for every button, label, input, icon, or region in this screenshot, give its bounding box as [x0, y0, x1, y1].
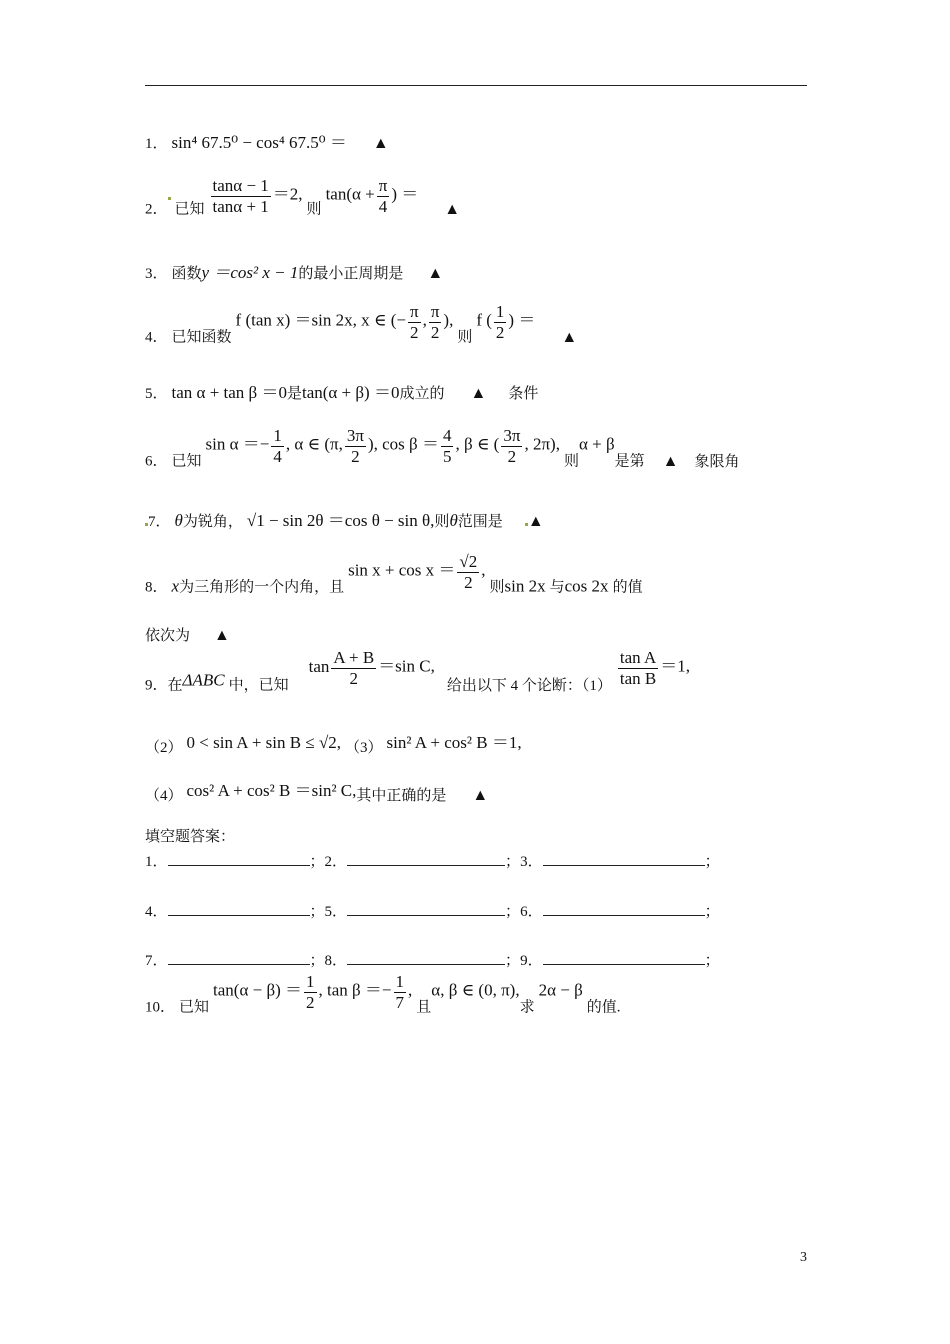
q4-half-den: 2 — [495, 322, 505, 342]
q8-text-4: 的值 — [612, 579, 643, 596]
answer-triangle: ▲ — [427, 265, 444, 282]
answer-row — [145, 900, 720, 921]
separator: ； — [505, 854, 521, 870]
q8-expr-5: cos 2x — [564, 576, 609, 596]
q9-expr-4: ＝1, — [660, 656, 690, 676]
question-2 — [145, 176, 460, 219]
q9-claim-4-label: （4） — [145, 788, 183, 804]
q7-text-2: 则 — [434, 514, 450, 530]
q8-expr-2: sin x + cos x ＝ — [348, 560, 456, 580]
q9-half-den: 2 — [349, 668, 359, 688]
question-4 — [145, 302, 577, 347]
q2-fraction — [211, 176, 271, 216]
q5-expr-2: tan(α + β) ＝0 — [301, 383, 400, 402]
q7-expr-3: θ — [449, 511, 458, 530]
q10-frac-2-den: 7 — [395, 992, 405, 1012]
answer-triangle: ▲ — [372, 135, 389, 152]
answer-label: 1． — [145, 854, 168, 870]
q2-frac-denominator: tanα + 1 — [212, 196, 269, 216]
q9-claim-2-label: （2） — [145, 740, 183, 756]
q6-text-4: 象限角 — [694, 453, 740, 470]
question-3 — [145, 258, 443, 283]
q10-frac-2 — [394, 972, 407, 1012]
separator: ； — [505, 953, 521, 969]
q6-expr-1: sin α ＝− — [205, 434, 270, 454]
q4-frac-b-num: π — [430, 302, 440, 321]
q6-frac-1-den: 4 — [273, 446, 282, 466]
answer-blank-6[interactable] — [543, 903, 705, 916]
answer-triangle: ▲ — [561, 328, 578, 346]
answer-label: 9． — [520, 953, 543, 969]
q2-text-1: 已知 — [174, 201, 205, 218]
q4-text-2: 则 — [457, 329, 473, 346]
q9-text-4: 其中正确的是 — [356, 788, 447, 804]
q8-expr-3: , — [481, 560, 486, 580]
separator: ； — [704, 904, 720, 920]
q4-comma: , — [422, 310, 427, 330]
q7-number: 7． — [148, 514, 171, 530]
q4-expr-b: ), — [443, 310, 454, 330]
q9-half-angle — [331, 648, 376, 688]
answer-row — [145, 949, 720, 970]
q4-frac-b — [429, 302, 442, 342]
q3-expression: y ＝cos² x − 1 — [201, 263, 299, 282]
separator: ； — [505, 904, 521, 920]
q5-text-2: 成立的 — [399, 386, 445, 402]
q6-frac-1-num: 1 — [273, 426, 282, 445]
q4-number: 4． — [145, 329, 168, 346]
q2-number: 2． — [145, 201, 168, 218]
q2-frac-numerator: tanα − 1 — [212, 176, 269, 195]
q6-expr-6: α + β — [578, 434, 615, 454]
q6-frac-1 — [271, 426, 284, 466]
answer-row — [145, 850, 720, 871]
q6-expr-3: ), cos β ＝ — [367, 434, 439, 454]
q6-number: 6． — [145, 453, 168, 470]
q7-expr-1: θ — [174, 511, 183, 530]
answer-blank-9[interactable] — [543, 952, 705, 965]
q9-expr-3: ＝sin C, — [378, 656, 435, 676]
q10-expr-5: 2α − β — [538, 980, 583, 1000]
q8-frac-num: √2 — [459, 552, 478, 571]
page-number: 3 — [800, 1250, 807, 1265]
question-8 — [145, 552, 643, 597]
q3-number: 3． — [145, 266, 168, 282]
q10-number: 10． — [145, 999, 176, 1016]
q6-frac-3-num: 4 — [442, 426, 452, 445]
question-9-line-2 — [145, 728, 522, 757]
answer-triangle: ▲ — [527, 513, 544, 530]
q10-frac-1 — [304, 972, 317, 1012]
q1-expression: sin⁴ 67.5⁰ − cos⁴ 67.5⁰ ＝ — [171, 133, 347, 152]
q9-expr-2: tan — [308, 656, 330, 676]
q6-expr-5: , 2π), — [524, 434, 560, 454]
q8-text-2: 则 — [489, 579, 505, 596]
q9-text-3: 给出以下 4 个论断：（1） — [446, 677, 612, 694]
q6-frac-4 — [501, 426, 522, 466]
q9-number: 9． — [145, 677, 168, 694]
q10-frac-1-num: 1 — [306, 972, 315, 991]
q2-pi-fraction — [377, 176, 390, 216]
q4-text-1: 已知函数 — [171, 329, 232, 346]
separator: ； — [309, 904, 325, 920]
q6-frac-4-num: 3π — [503, 426, 521, 445]
q5-expr-1: tan α + tan β ＝0 — [171, 383, 287, 402]
q8-frac-den: 2 — [464, 572, 473, 592]
q6-expr-4: , β ∈ ( — [455, 434, 500, 454]
q6-frac-4-den: 2 — [507, 446, 517, 466]
q9-half-num: A + B — [333, 648, 375, 667]
separator: ； — [309, 854, 325, 870]
answer-label: 4． — [145, 904, 168, 920]
q7-text-3: 范围是 — [457, 514, 503, 530]
q2-pi-num: π — [378, 176, 388, 195]
q9-text-1: 在 — [167, 677, 183, 694]
answer-blank-7[interactable] — [168, 952, 310, 965]
q9-expr-1: ΔABC — [182, 670, 225, 690]
q6-text-2: 则 — [563, 453, 579, 470]
answer-label: 7． — [145, 953, 168, 969]
q4-f-b: ) ＝ — [508, 310, 536, 330]
q8-expr-4: sin 2x — [504, 576, 546, 596]
question-1 — [145, 128, 389, 153]
q6-expr-2: , α ∈ (π, — [285, 434, 343, 454]
q8-frac — [457, 552, 479, 592]
q6-frac-3-den: 5 — [442, 446, 452, 466]
q10-expr-1: tan(α − β) ＝ — [213, 980, 303, 1000]
q8-text-3: 与 — [549, 579, 565, 596]
question-6 — [145, 426, 740, 471]
q1-number: 1． — [145, 136, 168, 152]
answer-blank-4[interactable] — [168, 903, 310, 916]
separator: ； — [704, 953, 720, 969]
question-5 — [145, 378, 538, 403]
q6-frac-2-num: 3π — [346, 426, 364, 445]
answer-blank-3[interactable] — [543, 853, 705, 866]
q7-text-1: 为锐角， — [182, 514, 243, 530]
question-8-line-2 — [145, 624, 230, 645]
q4-frac-a — [408, 302, 421, 342]
separator: ； — [704, 854, 720, 870]
q6-text-1: 已知 — [171, 453, 202, 470]
q9-ratio — [618, 648, 658, 688]
q4-frac-b-den: 2 — [430, 322, 440, 342]
q5-text-3: 条件 — [508, 386, 539, 402]
answer-triangle: ▲ — [662, 452, 679, 470]
answer-triangle: ▲ — [444, 200, 461, 218]
q4-f-a: f ( — [476, 310, 492, 330]
q9-text-2: 中，已知 — [228, 677, 289, 694]
q10-text-3: 求 — [519, 999, 535, 1016]
answer-triangle: ▲ — [214, 627, 230, 644]
question-9 — [145, 648, 690, 695]
q2-frac-rest: ＝2, — [272, 184, 303, 204]
answer-label: 8． — [324, 953, 348, 969]
q4-frac-a-num: π — [409, 302, 419, 321]
q4-frac-a-den: 2 — [410, 322, 419, 342]
q8-number: 8． — [145, 579, 168, 596]
q3-text-2: 的最小正周期是 — [298, 266, 404, 282]
answer-blank-1[interactable] — [168, 853, 310, 866]
q10-expr-3: , — [408, 980, 413, 1000]
q4-expr-a: f (tan x) ＝sin 2x, x ∈ (− — [235, 310, 406, 330]
q5-number: 5． — [145, 386, 168, 402]
header-rule — [145, 85, 807, 86]
q6-frac-2-den: 2 — [351, 446, 360, 466]
answers-title: 填空题答案： — [145, 829, 236, 845]
answer-label: 2． — [324, 854, 348, 870]
q10-text-2: 且 — [416, 999, 432, 1016]
q2-expr-b: ) ＝ — [391, 184, 419, 204]
q10-expr-4: α, β ∈ (0, π), — [431, 980, 520, 1000]
answer-triangle: ▲ — [470, 385, 487, 402]
answer-label: 5． — [324, 904, 348, 920]
q10-expr-2: , tan β ＝− — [318, 980, 392, 1000]
q8-text-1: 为三角形的一个内角，且 — [179, 579, 345, 596]
q6-frac-3 — [441, 426, 454, 466]
answer-blank-2[interactable] — [347, 853, 505, 866]
q6-frac-2 — [345, 426, 366, 466]
q9-ratio-num: tan A — [619, 648, 657, 667]
question-9-line-3 — [145, 776, 488, 805]
q10-frac-2-num: 1 — [395, 972, 405, 991]
q4-half-num: 1 — [495, 302, 505, 321]
marker-dot — [168, 197, 171, 200]
q4-half — [494, 302, 507, 342]
q10-frac-1-den: 2 — [306, 992, 315, 1012]
q9-claim-3-label: （3） — [345, 740, 383, 756]
answer-label: 3． — [520, 854, 543, 870]
question-7 — [145, 506, 544, 531]
q2-pi-den: 4 — [378, 196, 388, 216]
q6-text-3: 是第 — [614, 453, 645, 470]
q9-claim-2: 0 < sin A + sin B ≤ √2, — [186, 733, 342, 752]
q5-text-1: 是 — [286, 386, 302, 402]
q10-text-4: 的值. — [586, 999, 621, 1016]
answer-label: 6． — [520, 904, 543, 920]
q8-line-2-text: 依次为 — [145, 628, 191, 644]
q3-text-1: 函数 — [171, 266, 202, 282]
q9-claim-4: cos² A + cos² B ＝sin² C, — [186, 781, 357, 800]
answer-triangle: ▲ — [472, 787, 489, 804]
q2-text-2: 则 — [306, 201, 322, 218]
question-10 — [145, 972, 621, 1017]
q7-expr-2: √1 − sin 2θ ＝cos θ − sin θ, — [246, 511, 435, 530]
separator: ； — [309, 953, 325, 969]
q10-text-1: 已知 — [179, 999, 210, 1016]
q9-claim-3: sin² A + cos² B ＝1, — [386, 733, 522, 752]
q8-expr-1: x — [171, 576, 180, 596]
answer-blank-8[interactable] — [347, 952, 505, 965]
q9-ratio-den: tan B — [619, 668, 657, 688]
answer-blank-5[interactable] — [347, 903, 505, 916]
q2-expr-a: tan(α + — [325, 184, 375, 204]
